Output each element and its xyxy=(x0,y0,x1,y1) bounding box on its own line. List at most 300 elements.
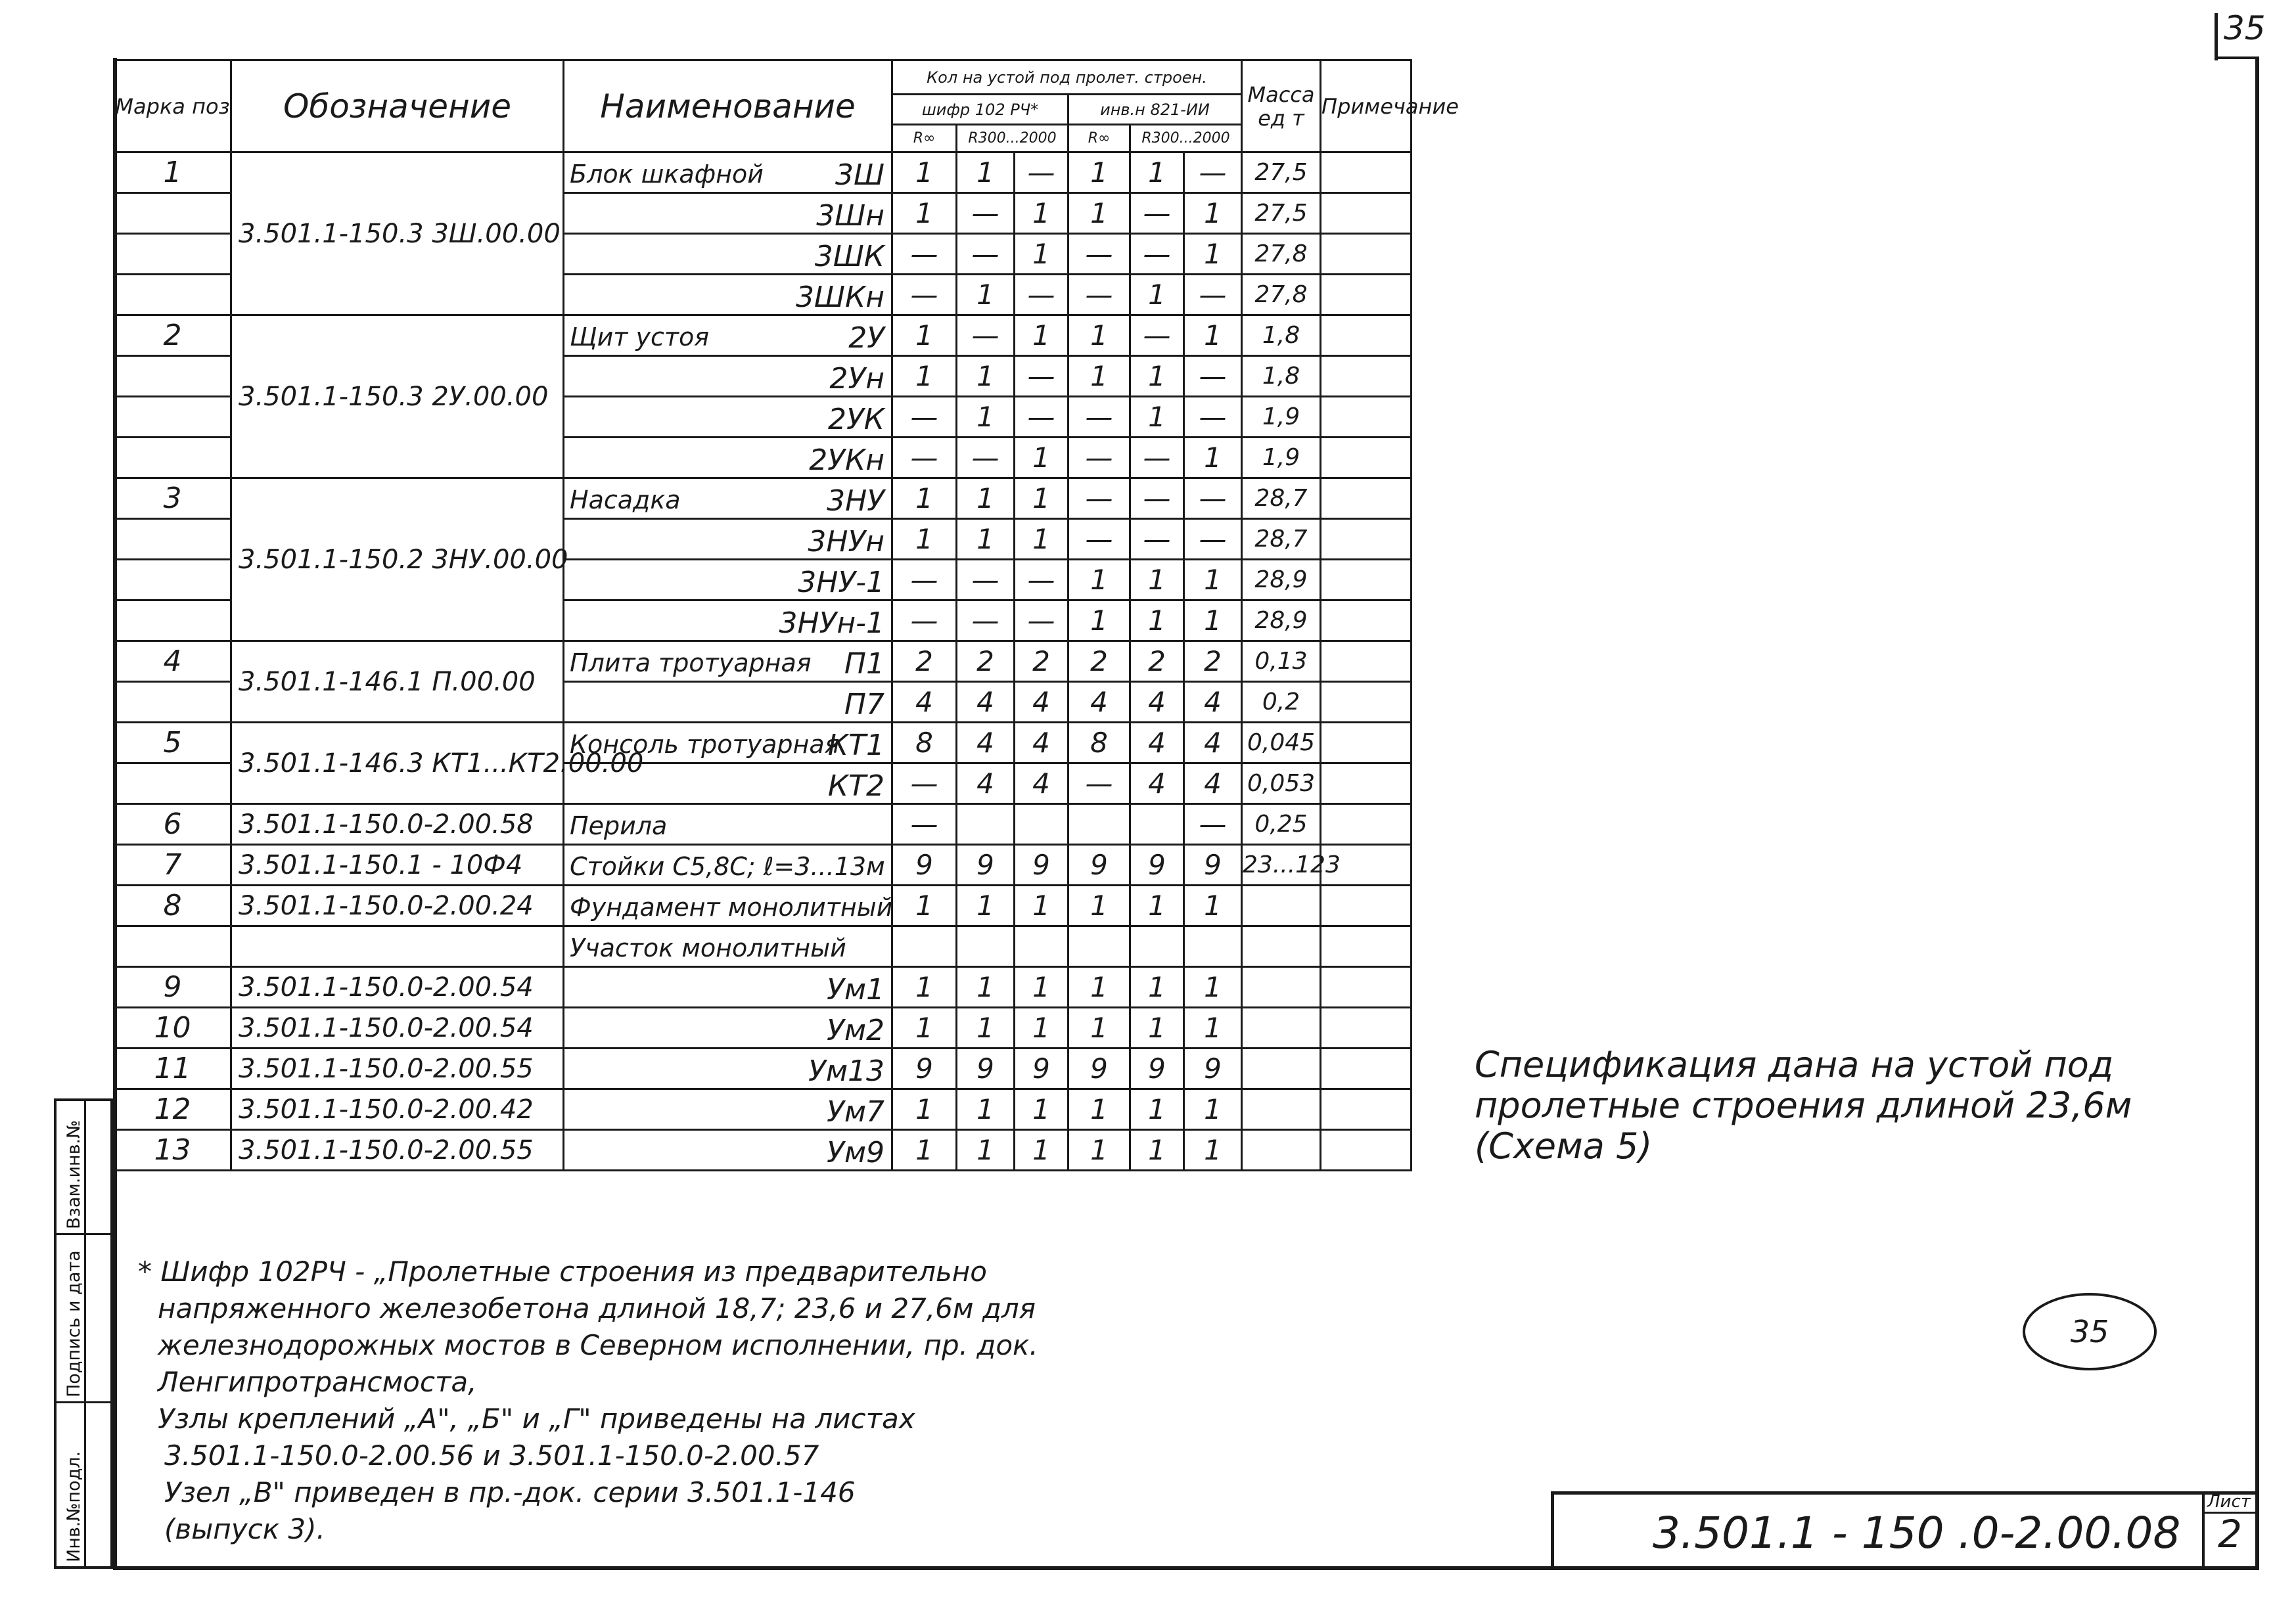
cell-qty: 1 xyxy=(1015,478,1068,519)
cell-name xyxy=(564,1049,892,1089)
cell-qty: 4 xyxy=(1015,682,1068,723)
cell-qty: — xyxy=(892,275,957,315)
cell-qty: 1 xyxy=(892,1130,957,1171)
cell-qty: — xyxy=(1068,519,1130,560)
cell-qty xyxy=(892,926,957,967)
cell-name xyxy=(564,152,892,193)
side-stamp-cell-replace xyxy=(57,1101,110,1235)
cell-qty: — xyxy=(892,234,957,275)
cell-qty: 1 xyxy=(957,1008,1015,1049)
cell-qty: 1 xyxy=(957,886,1015,926)
cell-qty: 1 xyxy=(1184,1089,1242,1130)
cell-qty: 1 xyxy=(1184,560,1242,600)
cell-pos: 4 xyxy=(114,641,231,682)
name-mark: Ум13 xyxy=(808,1054,884,1088)
cell-name xyxy=(564,682,892,723)
cell-mass: 27,8 xyxy=(1242,275,1321,315)
cell-designation: 3.501.1-150.0-2.00.54 xyxy=(231,1008,564,1049)
cell-pos: 10 xyxy=(114,1008,231,1049)
cell-designation: 3.501.1-150.3 3Ш.00.00 xyxy=(231,152,564,315)
cell-name xyxy=(564,641,892,682)
cell-name xyxy=(564,886,892,926)
cell-qty: 1 xyxy=(957,1130,1015,1171)
cell-qty: — xyxy=(957,234,1015,275)
cell-name xyxy=(564,804,892,845)
cell-qty: 4 xyxy=(1015,763,1068,804)
cell-qty: 2 xyxy=(892,641,957,682)
cell-pos xyxy=(114,600,231,641)
cell-qty: 1 xyxy=(1068,600,1130,641)
circled-page-stamp: 35 xyxy=(2023,1293,2157,1370)
name-mark: 3Ш xyxy=(835,158,884,192)
cell-name xyxy=(564,275,892,315)
cell-qty: — xyxy=(1130,234,1184,275)
cell-qty: 4 xyxy=(957,682,1015,723)
cell-qty: 1 xyxy=(892,967,957,1008)
cell-designation: 3.501.1-150.0-2.00.54 xyxy=(231,967,564,1008)
specification-table xyxy=(113,59,1459,1171)
cell-qty: — xyxy=(1130,478,1184,519)
cell-qty xyxy=(1068,804,1130,845)
cell-mass: 1,8 xyxy=(1242,356,1321,397)
cell-note xyxy=(1321,641,1412,682)
cell-qty: 2 xyxy=(1184,641,1242,682)
cell-qty: — xyxy=(1130,315,1184,356)
cell-qty: — xyxy=(1130,193,1184,234)
cell-designation: 3.501.1-150.0-2.00.24 xyxy=(231,886,564,926)
table-row xyxy=(114,152,1412,193)
cell-note xyxy=(1321,560,1412,600)
cell-name xyxy=(564,1130,892,1171)
cell-note xyxy=(1321,397,1412,438)
cell-qty: — xyxy=(892,804,957,845)
cell-pos: 6 xyxy=(114,804,231,845)
cell-qty: 1 xyxy=(1130,152,1184,193)
cell-qty: 1 xyxy=(892,519,957,560)
cell-qty: 1 xyxy=(1015,886,1068,926)
cell-pos: 12 xyxy=(114,1089,231,1130)
specification-note xyxy=(1475,1045,2132,1167)
header-name: Наименование xyxy=(564,60,892,152)
sheet-number: 2 xyxy=(2218,1512,2242,1556)
cell-qty: 1 xyxy=(1015,193,1068,234)
cell-qty: 9 xyxy=(1130,845,1184,886)
sheet-box xyxy=(2202,1492,2256,1567)
cell-mass: 27,5 xyxy=(1242,193,1321,234)
cell-qty: — xyxy=(1015,356,1068,397)
cell-qty: 1 xyxy=(1015,967,1068,1008)
cell-pos xyxy=(114,234,231,275)
cell-qty: 1 xyxy=(1068,886,1130,926)
cell-name xyxy=(564,723,892,763)
cell-qty xyxy=(957,804,1015,845)
cell-note xyxy=(1321,967,1412,1008)
table-row xyxy=(114,967,1412,1008)
cell-designation: 3.501.1-150.0-2.00.55 xyxy=(231,1049,564,1089)
cell-note xyxy=(1321,234,1412,275)
frame-right-border xyxy=(2255,59,2259,1570)
cell-qty: 4 xyxy=(1130,682,1184,723)
cell-mass: 27,5 xyxy=(1242,152,1321,193)
cell-qty: 4 xyxy=(1068,682,1130,723)
cell-note xyxy=(1321,600,1412,641)
cell-qty: 9 xyxy=(957,845,1015,886)
cell-note xyxy=(1321,1130,1412,1171)
cell-qty: — xyxy=(1015,600,1068,641)
footnote-line: Узел „В" приведен в пр.-док. серии 3.501.1-146 xyxy=(164,1476,856,1508)
cell-qty xyxy=(1015,926,1068,967)
name-mark: 3ШК xyxy=(814,240,884,273)
name-mark: 2Ун xyxy=(829,362,884,395)
cell-mass: 1,8 xyxy=(1242,315,1321,356)
cell-qty: — xyxy=(892,763,957,804)
name-mark: Ум7 xyxy=(827,1095,884,1129)
header-qty-group: Кол на устой под пролет. строен. xyxy=(892,60,1242,95)
cell-qty: 1 xyxy=(1130,886,1184,926)
cell-qty: — xyxy=(957,560,1015,600)
name-text: Перила xyxy=(570,811,668,840)
footnote xyxy=(138,1253,1038,1548)
cell-qty: 1 xyxy=(892,478,957,519)
cell-qty: 1 xyxy=(1015,1089,1068,1130)
cell-note xyxy=(1321,275,1412,315)
cell-qty: 1 xyxy=(1015,438,1068,478)
table-row xyxy=(114,926,1412,967)
cell-mass xyxy=(1242,886,1321,926)
cell-qty: 1 xyxy=(1068,356,1130,397)
name-mark: 2УК xyxy=(827,403,884,436)
table-row xyxy=(114,641,1412,682)
header-r-inf-2: R∞ xyxy=(1068,125,1130,152)
name-mark: 3ШКн xyxy=(795,281,884,314)
cell-qty: 1 xyxy=(957,152,1015,193)
cell-mass: 27,8 xyxy=(1242,234,1321,275)
name-mark: 3НУн xyxy=(808,525,884,558)
table-row xyxy=(114,1130,1412,1171)
cell-qty: 1 xyxy=(1015,315,1068,356)
table-row xyxy=(114,723,1412,763)
note-line: (Схема 5) xyxy=(1475,1125,1653,1167)
cell-pos xyxy=(114,356,231,397)
name-mark: Ум1 xyxy=(827,973,884,1006)
header-pos: Марка поз xyxy=(114,60,231,152)
cell-pos: 5 xyxy=(114,723,231,763)
cell-name xyxy=(564,845,892,886)
header-r-inf-1: R∞ xyxy=(892,125,957,152)
cell-note xyxy=(1321,763,1412,804)
cell-qty: 1 xyxy=(1015,519,1068,560)
cell-qty: 1 xyxy=(892,356,957,397)
cell-qty: 1 xyxy=(892,1008,957,1049)
cell-note xyxy=(1321,1089,1412,1130)
cell-qty: 9 xyxy=(892,845,957,886)
cell-qty: 1 xyxy=(957,967,1015,1008)
cell-qty: — xyxy=(957,193,1015,234)
cell-qty: 1 xyxy=(1068,967,1130,1008)
cell-mass xyxy=(1242,926,1321,967)
cell-qty: 1 xyxy=(957,275,1015,315)
cell-qty: — xyxy=(1184,478,1242,519)
cell-designation: 3.501.1-150.1 - 10Ф4 xyxy=(231,845,564,886)
cell-qty: 1 xyxy=(1068,193,1130,234)
name-mark: 2УКн xyxy=(809,443,884,477)
name-mark: 2У xyxy=(848,321,884,355)
page-number: 35 xyxy=(2224,9,2266,47)
footnote-line: Ленгипротрансмоста, xyxy=(158,1366,477,1398)
header-mass: Масса ед т xyxy=(1242,60,1321,152)
cell-note xyxy=(1321,193,1412,234)
cell-qty: — xyxy=(1184,152,1242,193)
cell-qty: — xyxy=(957,438,1015,478)
name-text: Блок шкафной xyxy=(570,160,764,189)
cell-mass: 28,7 xyxy=(1242,519,1321,560)
cell-qty: 1 xyxy=(892,315,957,356)
cell-qty: 1 xyxy=(957,519,1015,560)
cell-qty: 1 xyxy=(957,1089,1015,1130)
table-row xyxy=(114,1008,1412,1049)
cell-mass: 1,9 xyxy=(1242,438,1321,478)
table-row xyxy=(114,1049,1412,1089)
note-line: Спецификация дана на устой под xyxy=(1475,1044,2114,1085)
header-cipher-group: шифр 102 РЧ* xyxy=(892,95,1068,125)
cell-designation: 3.501.1-150.0-2.00.58 xyxy=(231,804,564,845)
cell-qty: 1 xyxy=(892,152,957,193)
sheet-label: Лист xyxy=(2207,1492,2251,1512)
page-number-divider xyxy=(2215,13,2218,60)
cell-qty: — xyxy=(892,438,957,478)
cell-name xyxy=(564,356,892,397)
name-mark: П7 xyxy=(844,688,884,721)
cell-name xyxy=(564,967,892,1008)
cell-pos xyxy=(114,193,231,234)
cell-qty: 1 xyxy=(1068,315,1130,356)
cell-qty xyxy=(1130,804,1184,845)
cell-qty: 1 xyxy=(1130,1089,1184,1130)
footnote-line: * Шифр 102РЧ - „Пролетные строения из предварительно xyxy=(138,1255,987,1288)
cell-note xyxy=(1321,1008,1412,1049)
cell-name xyxy=(564,763,892,804)
title-block xyxy=(1551,1491,2259,1570)
table-row xyxy=(114,886,1412,926)
cell-qty: 2 xyxy=(1015,641,1068,682)
cell-note xyxy=(1321,682,1412,723)
cell-pos xyxy=(114,560,231,600)
cell-qty: — xyxy=(892,600,957,641)
cell-qty: — xyxy=(1068,763,1130,804)
cell-mass: 1,9 xyxy=(1242,397,1321,438)
cell-name xyxy=(564,193,892,234)
cell-mass xyxy=(1242,967,1321,1008)
name-mark: 3Шн xyxy=(816,199,884,233)
cell-qty: — xyxy=(1015,560,1068,600)
cell-pos xyxy=(114,682,231,723)
header-inv-group: инв.н 821-ИИ xyxy=(1068,95,1242,125)
name-text: Консоль тротуарная xyxy=(570,730,840,759)
name-text: Щит устоя xyxy=(570,323,710,351)
cell-pos: 11 xyxy=(114,1049,231,1089)
name-mark: КТ2 xyxy=(827,769,884,803)
cell-qty: 1 xyxy=(1130,600,1184,641)
cell-qty: 1 xyxy=(1130,560,1184,600)
cell-qty: 1 xyxy=(1015,1130,1068,1171)
header-r-range-2: R300...2000 xyxy=(1130,125,1242,152)
name-mark: 3НУн-1 xyxy=(779,606,884,640)
cell-pos: 9 xyxy=(114,967,231,1008)
cell-qty: 4 xyxy=(1015,723,1068,763)
cell-qty: 2 xyxy=(957,641,1015,682)
cell-qty: 1 xyxy=(1184,967,1242,1008)
name-text: Плита тротуарная xyxy=(570,648,812,677)
cell-note xyxy=(1321,804,1412,845)
name-text: Участок монолитный xyxy=(570,934,846,962)
cell-qty: 9 xyxy=(1068,845,1130,886)
cell-pos: 1 xyxy=(114,152,231,193)
cell-qty: — xyxy=(1184,356,1242,397)
cell-qty xyxy=(1130,926,1184,967)
cell-mass xyxy=(1242,1049,1321,1089)
cell-qty: — xyxy=(1068,275,1130,315)
cell-qty: 9 xyxy=(1015,1049,1068,1089)
note-line: пролетные строения длиной 23,6м xyxy=(1475,1085,2132,1126)
cell-pos xyxy=(114,438,231,478)
cell-qty: 9 xyxy=(1015,845,1068,886)
cell-mass: 28,9 xyxy=(1242,600,1321,641)
cell-mass: 0,25 xyxy=(1242,804,1321,845)
cell-qty: — xyxy=(1068,397,1130,438)
cell-qty: 1 xyxy=(1184,1130,1242,1171)
cell-name xyxy=(564,438,892,478)
footnote-line: напряженного железобетона длиной 18,7; 23,6 и 27,6м для xyxy=(158,1292,1036,1324)
header-designation: Обозначение xyxy=(231,60,564,152)
cell-qty xyxy=(957,926,1015,967)
cell-mass: 0,13 xyxy=(1242,641,1321,682)
cell-pos xyxy=(114,926,231,967)
cell-qty: 1 xyxy=(892,193,957,234)
cell-name xyxy=(564,315,892,356)
cell-name xyxy=(564,234,892,275)
cell-name xyxy=(564,926,892,967)
cell-qty: 4 xyxy=(1184,763,1242,804)
name-mark: 3НУ xyxy=(827,484,884,518)
cell-mass: 28,7 xyxy=(1242,478,1321,519)
name-mark: П1 xyxy=(844,647,884,681)
cell-qty: 1 xyxy=(1068,560,1130,600)
cell-designation: 3.501.1-150.2 3НУ.00.00 xyxy=(231,478,564,641)
footnote-line: 3.501.1-150.0-2.00.56 и 3.501.1-150.0-2.00.57 xyxy=(164,1439,819,1472)
cell-designation: 3.501.1-150.3 2У.00.00 xyxy=(231,315,564,478)
cell-qty: 2 xyxy=(1130,641,1184,682)
side-stamp-cell-signature xyxy=(57,1235,110,1403)
header-note: Примечание xyxy=(1321,60,1412,152)
cell-mass: 28,9 xyxy=(1242,560,1321,600)
cell-qty: 9 xyxy=(892,1049,957,1089)
cell-note xyxy=(1321,926,1412,967)
cell-qty: 1 xyxy=(1184,600,1242,641)
cell-qty: 9 xyxy=(1184,845,1242,886)
cell-qty: — xyxy=(1015,152,1068,193)
table-row xyxy=(114,478,1412,519)
cell-note xyxy=(1321,723,1412,763)
cell-pos: 2 xyxy=(114,315,231,356)
table-row xyxy=(114,845,1412,886)
cell-qty xyxy=(1184,926,1242,967)
cell-mass: 23...123 xyxy=(1242,845,1321,886)
cell-pos: 8 xyxy=(114,886,231,926)
cell-qty: 8 xyxy=(892,723,957,763)
name-mark: Ум2 xyxy=(827,1014,884,1047)
cell-note xyxy=(1321,519,1412,560)
cell-pos xyxy=(114,275,231,315)
cell-name xyxy=(564,478,892,519)
cell-qty: 1 xyxy=(1130,967,1184,1008)
cell-qty: 1 xyxy=(1184,193,1242,234)
cell-mass xyxy=(1242,1130,1321,1171)
cell-designation: 3.501.1-150.0-2.00.55 xyxy=(231,1130,564,1171)
cell-qty: 1 xyxy=(1184,886,1242,926)
cell-name xyxy=(564,1089,892,1130)
cell-qty: 1 xyxy=(957,397,1015,438)
cell-pos: 7 xyxy=(114,845,231,886)
cell-qty: 1 xyxy=(1015,1008,1068,1049)
cell-qty: — xyxy=(1184,519,1242,560)
cell-note xyxy=(1321,886,1412,926)
cell-qty: 1 xyxy=(1068,1008,1130,1049)
cell-qty: 4 xyxy=(957,763,1015,804)
cell-qty: 4 xyxy=(892,682,957,723)
cell-qty: 1 xyxy=(1184,1008,1242,1049)
cell-qty: 4 xyxy=(1184,723,1242,763)
cell-qty: 9 xyxy=(1130,1049,1184,1089)
cell-name xyxy=(564,519,892,560)
table-row xyxy=(114,804,1412,845)
cell-qty: — xyxy=(957,600,1015,641)
table-row xyxy=(114,315,1412,356)
cell-qty: 1 xyxy=(1130,356,1184,397)
cell-qty: 1 xyxy=(1130,1130,1184,1171)
cell-pos: 3 xyxy=(114,478,231,519)
cell-mass: 0,045 xyxy=(1242,723,1321,763)
header-r-range-1: R300...2000 xyxy=(957,125,1068,152)
cell-qty: 1 xyxy=(957,478,1015,519)
cell-qty: 1 xyxy=(1130,397,1184,438)
cell-name xyxy=(564,1008,892,1049)
cell-qty: 1 xyxy=(957,356,1015,397)
footnote-line: Узлы креплений „А", „Б" и „Г" приведены на листах xyxy=(158,1403,915,1435)
footnote-line: (выпуск 3). xyxy=(164,1513,325,1545)
cell-qty: — xyxy=(1130,519,1184,560)
name-text: Стойки С5,8С; ℓ=3...13м xyxy=(570,852,885,881)
side-stamp-signature-label: Подпись и дата xyxy=(64,1250,84,1397)
cell-note xyxy=(1321,356,1412,397)
name-mark: КТ1 xyxy=(827,729,884,762)
cell-qty: — xyxy=(1184,397,1242,438)
cell-qty: — xyxy=(1015,275,1068,315)
cell-qty: 1 xyxy=(1068,152,1130,193)
cell-qty: 8 xyxy=(1068,723,1130,763)
cell-qty: 1 xyxy=(1068,1130,1130,1171)
cell-note xyxy=(1321,478,1412,519)
cell-qty: 1 xyxy=(1130,1008,1184,1049)
page-number-underline xyxy=(2215,56,2259,59)
cell-qty: 1 xyxy=(1015,234,1068,275)
cell-qty: 1 xyxy=(892,886,957,926)
cell-qty: 4 xyxy=(1184,682,1242,723)
cell-qty: — xyxy=(1068,478,1130,519)
name-text: Фундамент монолитный xyxy=(570,893,893,922)
cell-qty: — xyxy=(1130,438,1184,478)
cell-qty: 1 xyxy=(1184,234,1242,275)
side-stamp-inventory-label: Инв.№подл. xyxy=(64,1451,84,1562)
